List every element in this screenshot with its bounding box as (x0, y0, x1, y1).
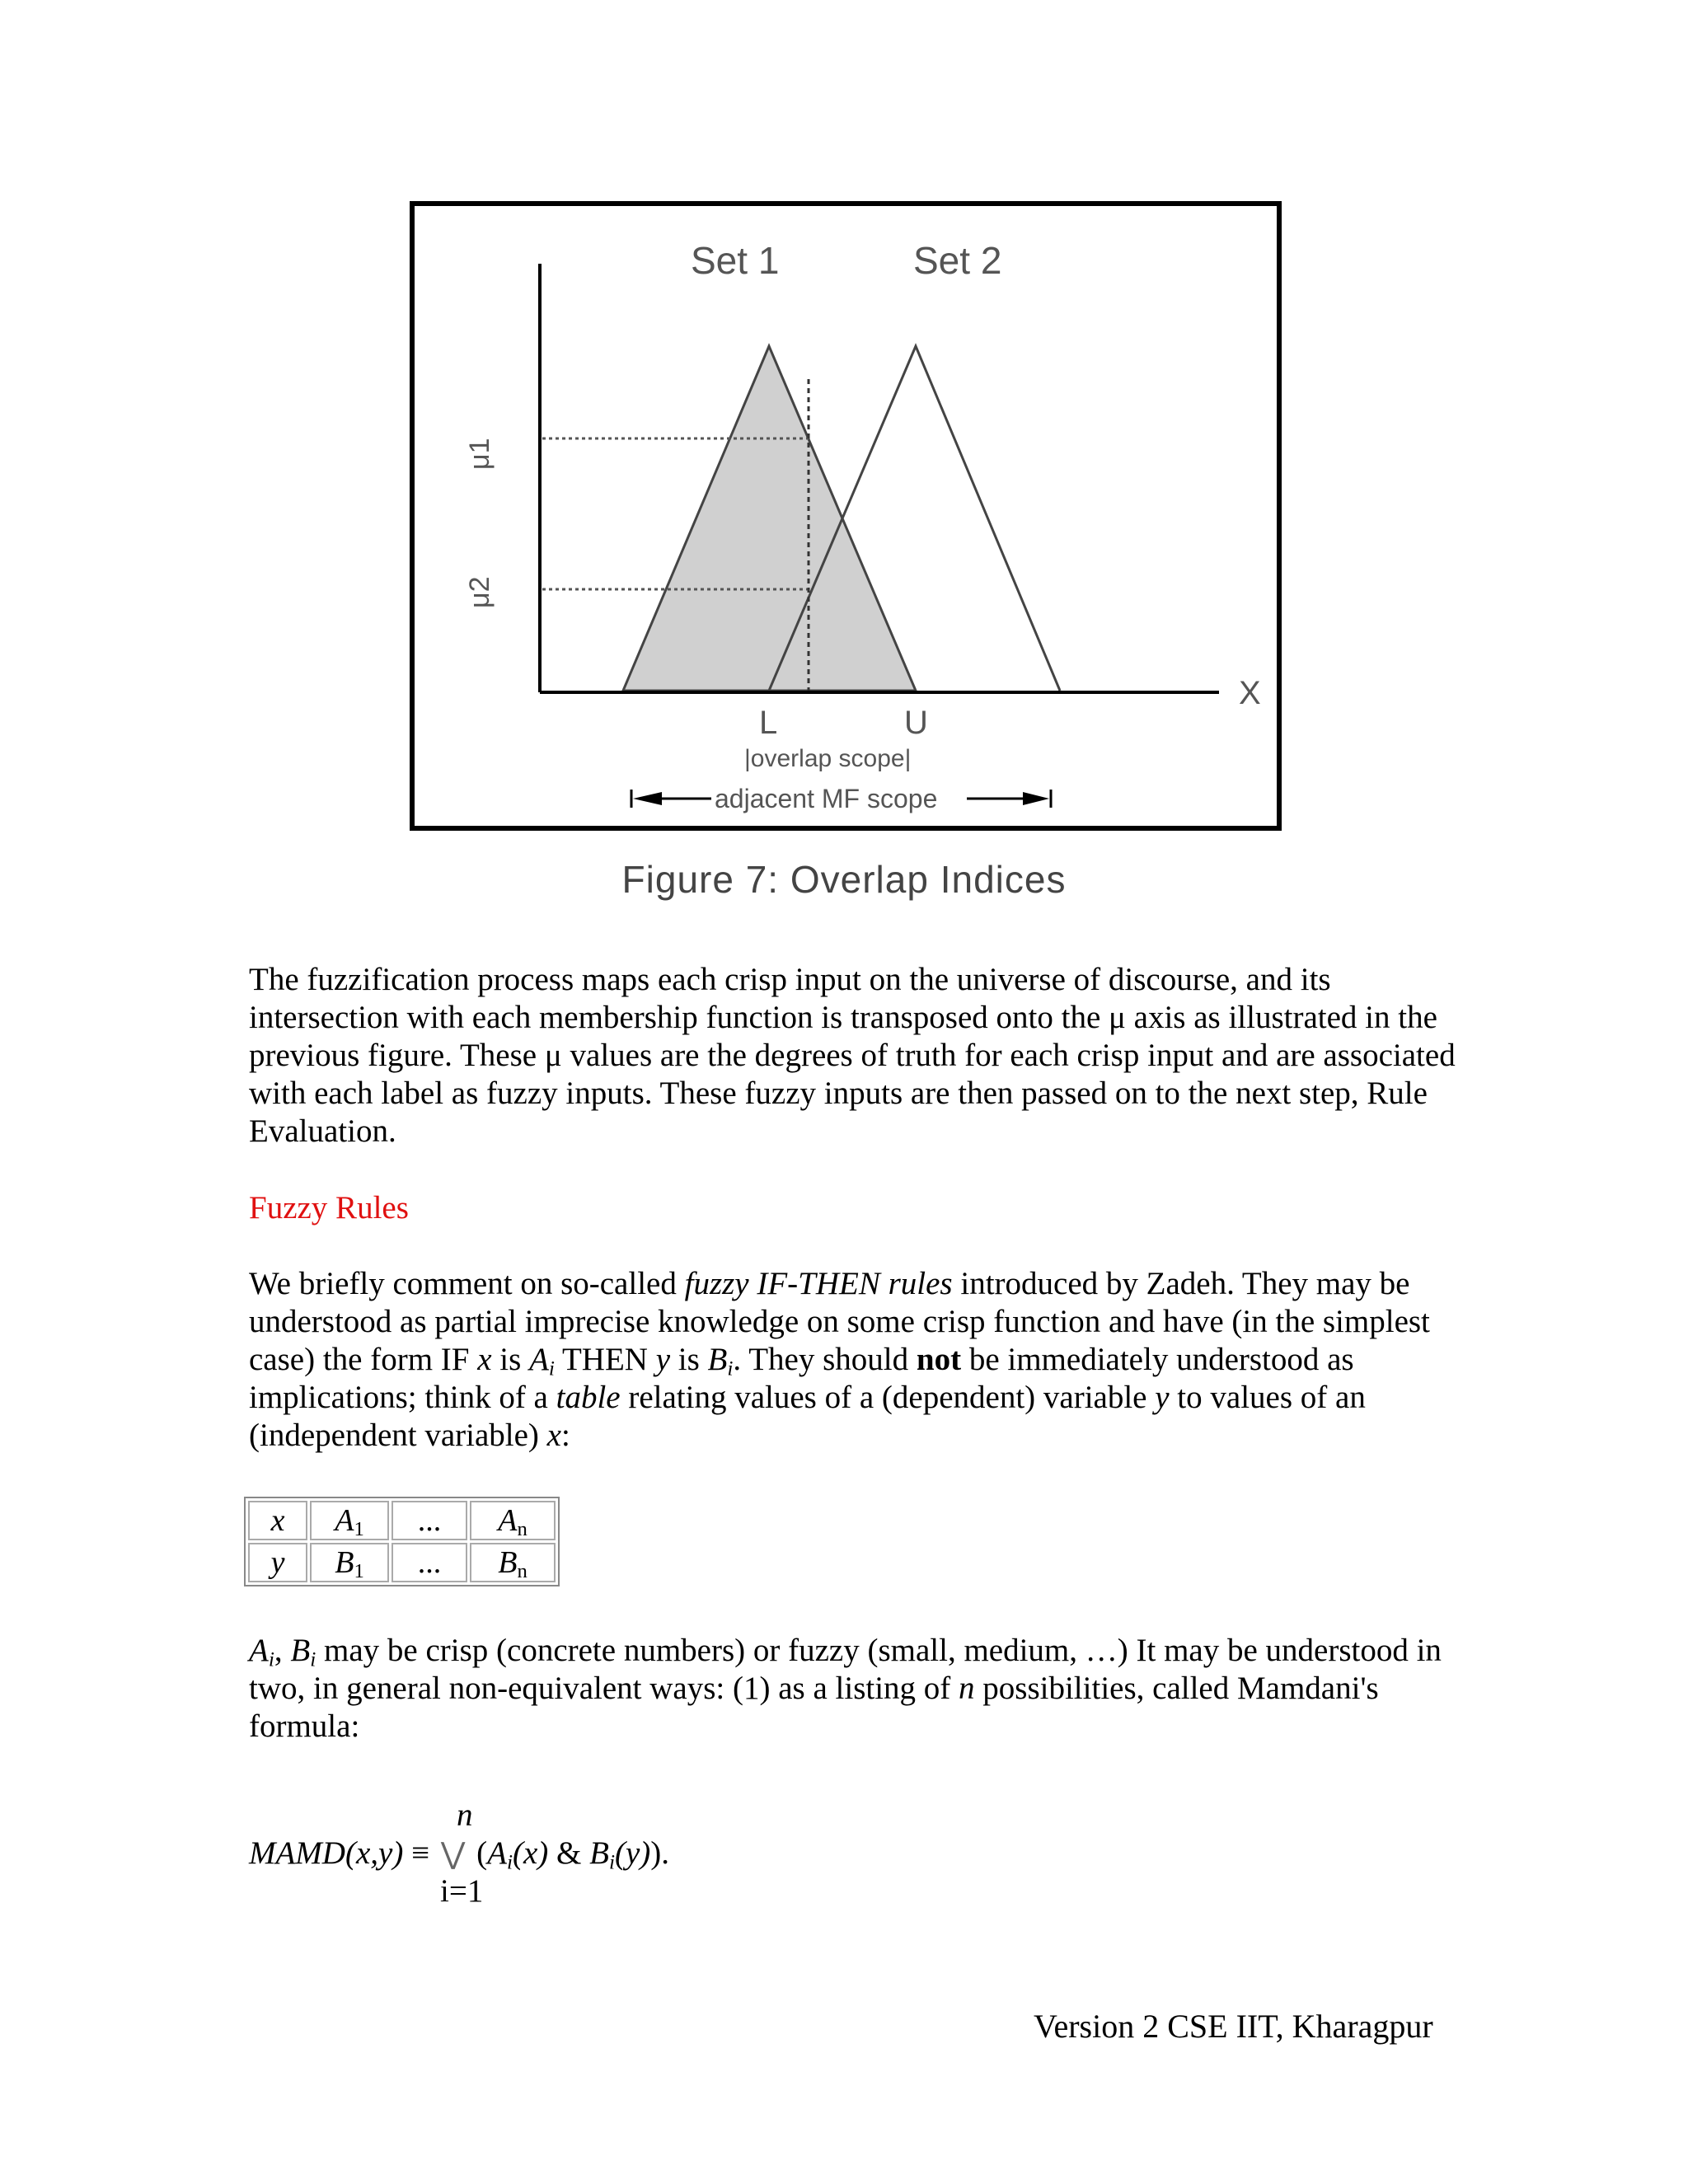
paragraph-fuzzification: The fuzzification process maps each crisp input on the universe of discourse, and its intersection with each membership function is transposed onto the μ axis as illustrated in the previous figure. These μ values are the degrees of truth for each crisp input and are associated with each label as fuzzy inputs. These fuzzy inputs are then passed on to the next step, Rule Evaluation. (249, 962, 1456, 1149)
table-cell-last: $B_n$ (470, 1543, 556, 1582)
membership-function-diagram (415, 206, 1277, 826)
table-cell-first: $A_1$ (310, 1501, 389, 1540)
figure-7-overlap-indices (410, 201, 1282, 831)
scope-arrow-left-head (633, 792, 662, 805)
set1-label: Set 1 (691, 239, 780, 282)
set2-label: Set 2 (913, 239, 1002, 282)
formula-lower-limit: i=1 (440, 1873, 484, 1909)
paragraph-mamdani: $A_i$, $B_i$ may be crisp (concrete numbers) or fuzzy (small, medium, …) It may be understood in two, in general non-equivalent ways: (1) as a listing of n possibilities, called Mamdani's formula: (249, 1633, 1442, 1744)
section-heading-fuzzy-rules: Fuzzy Rules (249, 1190, 409, 1226)
table-cell-var: x (248, 1501, 307, 1540)
figure-caption: Figure 7: Overlap Indices (621, 858, 1067, 901)
paragraph-fuzzy-if-then: We briefly comment on so-called fuzzy IF-THEN rules introduced by Zadeh. They may be understood as partial imprecise knowledge on some crisp function and have (in the simplest case) the form IF x is $A_i$ THEN y is $B_i$. They should not be immediately understood as implications; think of a table relating values of a (dependent) variable y to values of an (independent variable) x: (249, 1266, 1430, 1453)
table-row (248, 1543, 556, 1582)
upper-bound-label: U (904, 705, 928, 741)
mamdani-formula (249, 1797, 991, 1912)
table-row (248, 1501, 556, 1540)
formula-upper-limit: n (457, 1797, 473, 1833)
mu2-label: μ2 (464, 576, 495, 608)
mu1-label: μ1 (464, 438, 495, 470)
adjacent-scope-label: adjacent MF scope (715, 784, 938, 813)
table-cell-first: $B_1$ (310, 1543, 389, 1582)
disjunction-symbol: ⋁ (440, 1837, 466, 1871)
scope-arrow-right-head (1023, 792, 1049, 805)
table-cell-ellipsis: ... (392, 1501, 467, 1540)
x-axis-label: X (1239, 675, 1261, 711)
table-cell-last: $A_n$ (470, 1501, 556, 1540)
set1-membership-triangle (623, 346, 916, 691)
formula-expression: MAMD(x,y) ≡ ⋁ ($A_i(x)$ & $B_i(y)$). (249, 1835, 670, 1874)
overlap-scope-label: |overlap scope| (744, 745, 912, 772)
rule-table (244, 1497, 560, 1586)
table-cell-ellipsis: ... (392, 1543, 467, 1582)
table-cell-var: y (248, 1543, 307, 1582)
lower-bound-label: L (759, 705, 778, 741)
page-footer: Version 2 CSE IIT, Kharagpur (1034, 2008, 1433, 2045)
